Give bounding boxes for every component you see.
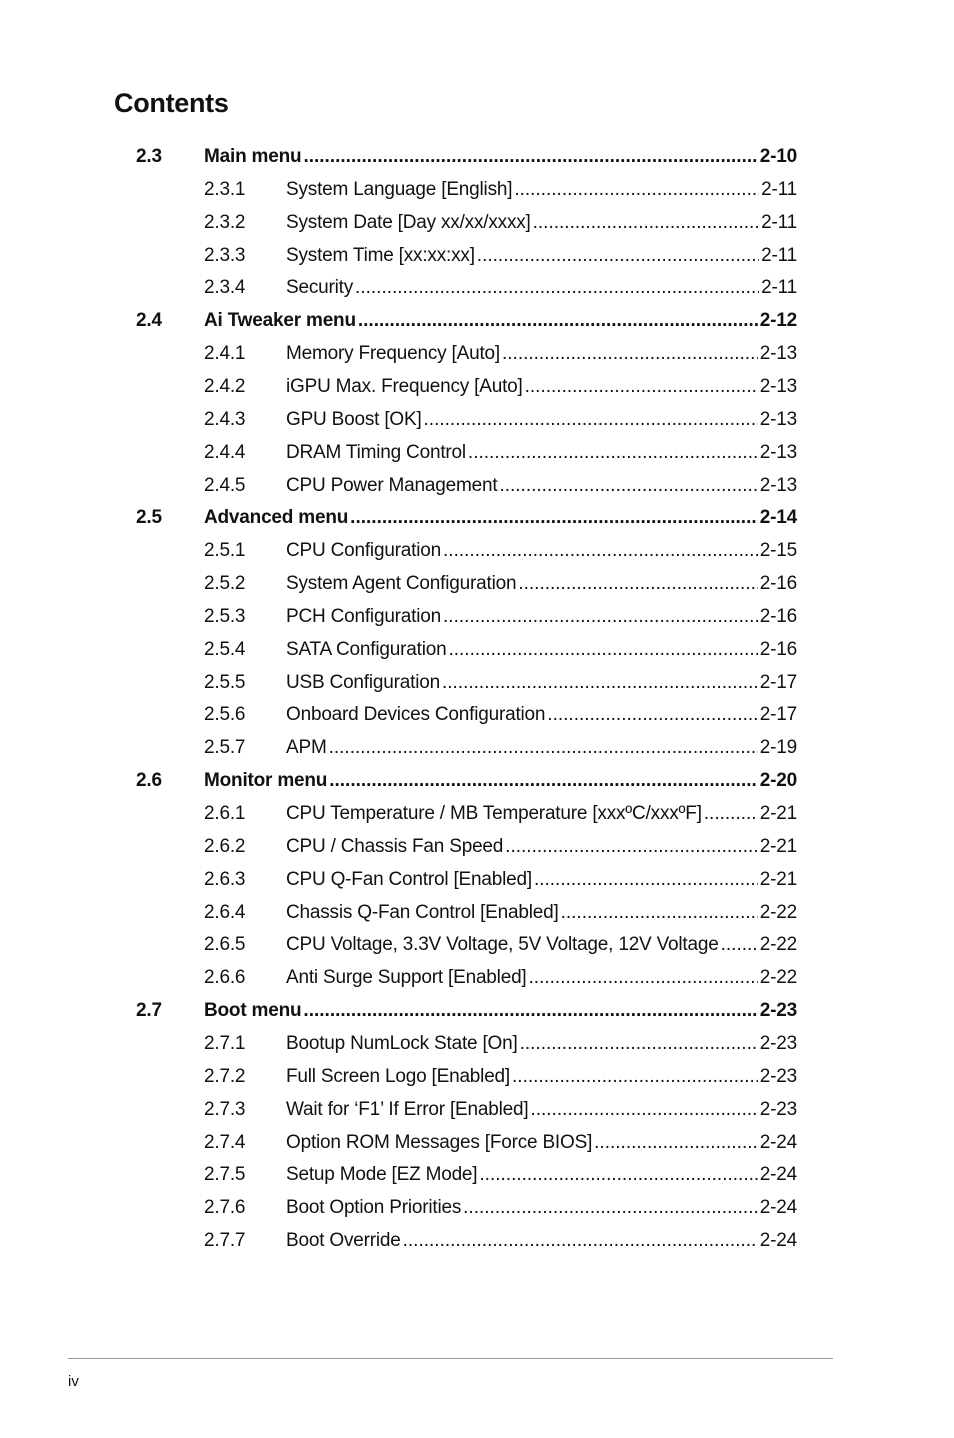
toc-entry — [286, 239, 797, 272]
toc-entry-page: 2-13 — [759, 375, 797, 397]
toc-entry-number: 2.4 — [136, 310, 162, 332]
toc-entry-page: 2-11 — [761, 244, 797, 266]
toc-subsection[interactable] — [0, 731, 954, 764]
toc-entry — [204, 140, 797, 173]
dot-leader — [477, 239, 759, 272]
toc-section[interactable] — [0, 140, 954, 173]
dot-leader — [514, 173, 759, 206]
toc-subsection[interactable] — [0, 1093, 954, 1126]
dot-leader — [358, 304, 758, 337]
toc-entry-page: 2-24 — [759, 1164, 797, 1186]
toc-entry-number: 2.6.5 — [204, 934, 246, 956]
toc-subsection[interactable] — [0, 206, 954, 239]
toc-subsection[interactable] — [0, 797, 954, 830]
toc-entry-number: 2.4.5 — [204, 474, 246, 496]
toc-entry-page: 2-13 — [759, 474, 797, 496]
toc-entry-number: 2.5.1 — [204, 540, 246, 562]
toc-entry — [286, 1224, 797, 1257]
dot-leader — [403, 1224, 758, 1257]
page-title: Contents — [114, 88, 229, 118]
toc-entry-page: 2-22 — [759, 934, 797, 956]
toc-subsection[interactable] — [0, 534, 954, 567]
toc-entry-number: 2.3 — [136, 146, 162, 167]
dot-leader — [329, 731, 758, 764]
toc-entry — [286, 1060, 797, 1093]
toc-entry-number: 2.6.6 — [204, 967, 246, 989]
toc-entry-label: System Language [English] — [286, 178, 513, 200]
toc-entry-number: 2.3.4 — [204, 277, 246, 299]
toc-subsection[interactable] — [0, 271, 954, 304]
toc-entry-label: Setup Mode [EZ Mode] — [286, 1164, 478, 1186]
footer-page-number: iv — [68, 1373, 79, 1390]
toc-entry-number: 2.7.4 — [204, 1131, 246, 1153]
toc-entry-page: 2-10 — [759, 146, 797, 167]
toc-entry-page: 2-19 — [759, 737, 797, 759]
toc-entry-label: System Agent Configuration — [286, 573, 517, 595]
toc-entry — [286, 863, 797, 896]
toc-entry-page: 2-23 — [759, 1032, 797, 1054]
dot-leader — [520, 1027, 758, 1060]
toc-entry-label: Ai Tweaker menu — [204, 310, 356, 332]
toc-section[interactable] — [0, 994, 954, 1027]
dot-leader — [443, 534, 758, 567]
toc-entry-label: System Date [Day xx/xx/xxxx] — [286, 211, 531, 233]
toc-entry-number: 2.5 — [136, 507, 162, 529]
toc-entry-number: 2.5.3 — [204, 605, 246, 627]
dot-leader — [463, 1191, 758, 1224]
toc-entry-number: 2.6 — [136, 770, 162, 792]
toc-entry — [286, 928, 797, 961]
toc-entry-number: 2.4.3 — [204, 408, 246, 430]
toc-subsection[interactable] — [0, 173, 954, 206]
toc-entry — [286, 600, 797, 633]
toc-entry-label: Advanced menu — [204, 507, 349, 529]
toc-entry-number: 2.7.2 — [204, 1065, 246, 1087]
toc-subsection[interactable] — [0, 337, 954, 370]
dot-leader — [530, 1093, 757, 1126]
toc-subsection[interactable] — [0, 928, 954, 961]
toc-entry — [286, 271, 797, 304]
dot-leader — [505, 830, 758, 863]
toc-subsection[interactable] — [0, 633, 954, 666]
toc-entry-page: 2-17 — [759, 704, 797, 726]
toc-entry-label: Boot Option Priorities — [286, 1197, 462, 1219]
toc-entry-page: 2-24 — [759, 1197, 797, 1219]
dot-leader — [512, 1060, 758, 1093]
toc-subsection[interactable] — [0, 666, 954, 699]
toc-entry — [286, 1191, 797, 1224]
toc-entry-label: Monitor menu — [204, 770, 328, 792]
dot-leader — [499, 469, 757, 502]
toc-entry-label: Bootup NumLock State [On] — [286, 1032, 518, 1054]
toc-entry — [286, 896, 797, 929]
toc-entry-page: 2-21 — [759, 803, 797, 824]
toc-entry-number: 2.4.4 — [204, 441, 246, 463]
toc-entry-label: Memory Frequency [Auto] — [286, 343, 500, 365]
toc-entry-label: GPU Boost [OK] — [286, 408, 422, 430]
toc-entry — [286, 830, 797, 863]
toc-entry — [286, 469, 797, 502]
dot-leader — [350, 501, 758, 534]
dot-leader — [525, 370, 758, 403]
toc-entry-page: 2-24 — [759, 1230, 797, 1252]
dot-leader — [529, 961, 758, 994]
toc-entry-label: Wait for ‘F1’ If Error [Enabled] — [286, 1098, 529, 1120]
dot-leader — [594, 1126, 758, 1159]
toc-entry-label: System Time [xx:xx:xx] — [286, 244, 475, 266]
toc-subsection[interactable] — [0, 436, 954, 469]
dot-leader — [704, 797, 758, 830]
dot-leader — [479, 1158, 757, 1191]
toc-entry — [286, 567, 797, 600]
toc-entry-page: 2-21 — [759, 868, 797, 890]
toc-entry — [204, 501, 797, 534]
toc-entry-number: 2.3.2 — [204, 211, 246, 233]
toc-entry-page: 2-23 — [759, 1098, 797, 1120]
toc-subsection[interactable] — [0, 698, 954, 731]
toc-entry-number: 2.5.4 — [204, 638, 246, 660]
toc-entry — [286, 337, 797, 370]
toc-entry — [286, 666, 797, 699]
toc-entry-number: 2.7.7 — [204, 1230, 246, 1252]
toc-entry-number: 2.5.7 — [204, 737, 246, 759]
toc-entry — [286, 403, 797, 436]
toc-entry — [286, 370, 797, 403]
toc-entry — [286, 1093, 797, 1126]
dot-leader — [534, 863, 758, 896]
toc-entry — [286, 698, 797, 731]
toc-entry-page: 2-23 — [759, 1065, 797, 1087]
dot-leader — [355, 271, 759, 304]
dot-leader — [547, 698, 757, 731]
toc-entry — [286, 961, 797, 994]
toc-entry-number: 2.4.1 — [204, 343, 246, 365]
toc-subsection[interactable] — [0, 1126, 954, 1159]
toc-subsection[interactable] — [0, 1224, 954, 1257]
toc-entry-page: 2-22 — [759, 967, 797, 989]
toc-entry-number: 2.5.6 — [204, 704, 246, 726]
toc-entry-page: 2-11 — [761, 178, 797, 200]
toc-entry — [204, 994, 797, 1027]
toc-entry — [286, 633, 797, 666]
toc-subsection[interactable] — [0, 403, 954, 436]
toc-subsection[interactable] — [0, 370, 954, 403]
dot-leader — [533, 206, 760, 239]
dot-leader — [518, 567, 757, 600]
toc-entry — [286, 436, 797, 469]
toc-entry-page: 2-12 — [759, 310, 797, 332]
toc-entry-label: CPU Power Management — [286, 474, 498, 496]
toc-entry-page: 2-23 — [759, 1000, 797, 1022]
toc-entry — [286, 206, 797, 239]
toc-entry-label: Boot menu — [204, 1000, 302, 1022]
dot-leader — [448, 633, 757, 666]
toc-entry-page: 2-24 — [759, 1131, 797, 1153]
toc-subsection[interactable] — [0, 469, 954, 502]
dot-leader — [561, 896, 758, 929]
dot-leader — [303, 994, 757, 1027]
toc-entry-label: Option ROM Messages [Force BIOS] — [286, 1131, 593, 1153]
toc-entry-label: PCH Configuration — [286, 605, 442, 627]
toc-entry — [286, 173, 797, 206]
toc-entry-number: 2.6.2 — [204, 835, 246, 857]
toc-entry-page: 2-14 — [759, 507, 797, 529]
toc-entry — [286, 731, 797, 764]
toc-entry-label: CPU Configuration — [286, 540, 442, 562]
toc-subsection[interactable] — [0, 961, 954, 994]
toc-entry-number: 2.3.1 — [204, 178, 246, 200]
toc-entry-label: DRAM Timing Control — [286, 441, 466, 463]
dot-leader — [424, 403, 758, 436]
toc-entry-label: APM — [286, 737, 327, 759]
dot-leader — [329, 764, 758, 797]
toc-entry-number: 2.6.3 — [204, 868, 246, 890]
toc-entry-page: 2-13 — [759, 441, 797, 463]
toc-entry-label: Anti Surge Support [Enabled] — [286, 967, 527, 989]
toc-subsection[interactable] — [0, 896, 954, 929]
toc-entry-label: Full Screen Logo [Enabled] — [286, 1065, 511, 1087]
toc-entry-label: CPU Q-Fan Control [Enabled] — [286, 868, 532, 890]
toc-entry-number: 2.7.5 — [204, 1164, 246, 1186]
toc-subsection[interactable] — [0, 1027, 954, 1060]
toc-entry-page: 2-13 — [759, 408, 797, 430]
toc-entry — [286, 1158, 797, 1191]
dot-leader — [502, 337, 758, 370]
toc-entry-label: CPU Voltage, 3.3V Voltage, 5V Voltage, 12V Voltage — [286, 934, 719, 956]
toc-entry-label: Security — [286, 277, 354, 299]
toc-entry-number: 2.3.3 — [204, 244, 246, 266]
toc-entry-page: 2-11 — [761, 277, 797, 299]
dot-leader — [443, 600, 758, 633]
toc-entry — [286, 797, 797, 830]
toc-subsection[interactable] — [0, 600, 954, 633]
toc-subsection[interactable] — [0, 1158, 954, 1191]
dot-leader — [442, 666, 758, 699]
toc-entry-page: 2-20 — [759, 770, 797, 792]
toc-entry — [286, 534, 797, 567]
toc-section[interactable] — [0, 501, 954, 534]
toc-subsection[interactable] — [0, 863, 954, 896]
toc-entry-page: 2-16 — [759, 573, 797, 595]
footer-divider — [68, 1358, 833, 1359]
toc-entry-label: Main menu — [204, 146, 302, 167]
toc-subsection[interactable] — [0, 1191, 954, 1224]
dot-leader — [721, 928, 758, 961]
toc-entry — [286, 1027, 797, 1060]
toc-entry-label: SATA Configuration — [286, 638, 447, 660]
toc-section[interactable] — [0, 764, 954, 797]
toc-subsection[interactable] — [0, 830, 954, 863]
toc-entry-number: 2.4.2 — [204, 375, 246, 397]
toc-subsection[interactable] — [0, 567, 954, 600]
toc-entry-label: Onboard Devices Configuration — [286, 704, 546, 726]
toc-entry-number: 2.6.4 — [204, 901, 246, 923]
toc-entry-label: CPU / Chassis Fan Speed — [286, 835, 504, 857]
toc-entry-label: CPU Temperature / MB Temperature [xxxºC/xxxºF] — [286, 803, 702, 824]
dot-leader — [468, 436, 758, 469]
toc-entry-number: 2.7.6 — [204, 1197, 246, 1219]
toc-entry-label: USB Configuration — [286, 671, 440, 693]
toc-entry-page: 2-16 — [759, 605, 797, 627]
toc-subsection[interactable] — [0, 239, 954, 272]
toc-entry-number: 2.7.3 — [204, 1098, 246, 1120]
toc-entry-number: 2.7.1 — [204, 1032, 246, 1054]
toc-section[interactable] — [0, 304, 954, 337]
toc-entry-label: Chassis Q-Fan Control [Enabled] — [286, 901, 559, 923]
toc-entry-label: Boot Override — [286, 1230, 401, 1252]
toc-entry-page: 2-21 — [759, 835, 797, 857]
toc-entry-page: 2-22 — [759, 901, 797, 923]
toc-entry-number: 2.6.1 — [204, 803, 246, 824]
toc-entry — [286, 1126, 797, 1159]
toc-entry-page: 2-11 — [761, 211, 797, 233]
toc-entry-page: 2-15 — [759, 540, 797, 562]
dot-leader — [303, 140, 757, 173]
toc-entry-page: 2-13 — [759, 343, 797, 365]
toc-entry-number: 2.5.5 — [204, 671, 246, 693]
toc-subsection[interactable] — [0, 1060, 954, 1093]
toc-entry-number: 2.7 — [136, 1000, 162, 1022]
toc-entry — [204, 764, 797, 797]
toc-entry-page: 2-16 — [759, 638, 797, 660]
toc-entry — [204, 304, 797, 337]
toc-entry-label: iGPU Max. Frequency [Auto] — [286, 375, 523, 397]
toc-entry-page: 2-17 — [759, 671, 797, 693]
toc-entry-number: 2.5.2 — [204, 573, 246, 595]
